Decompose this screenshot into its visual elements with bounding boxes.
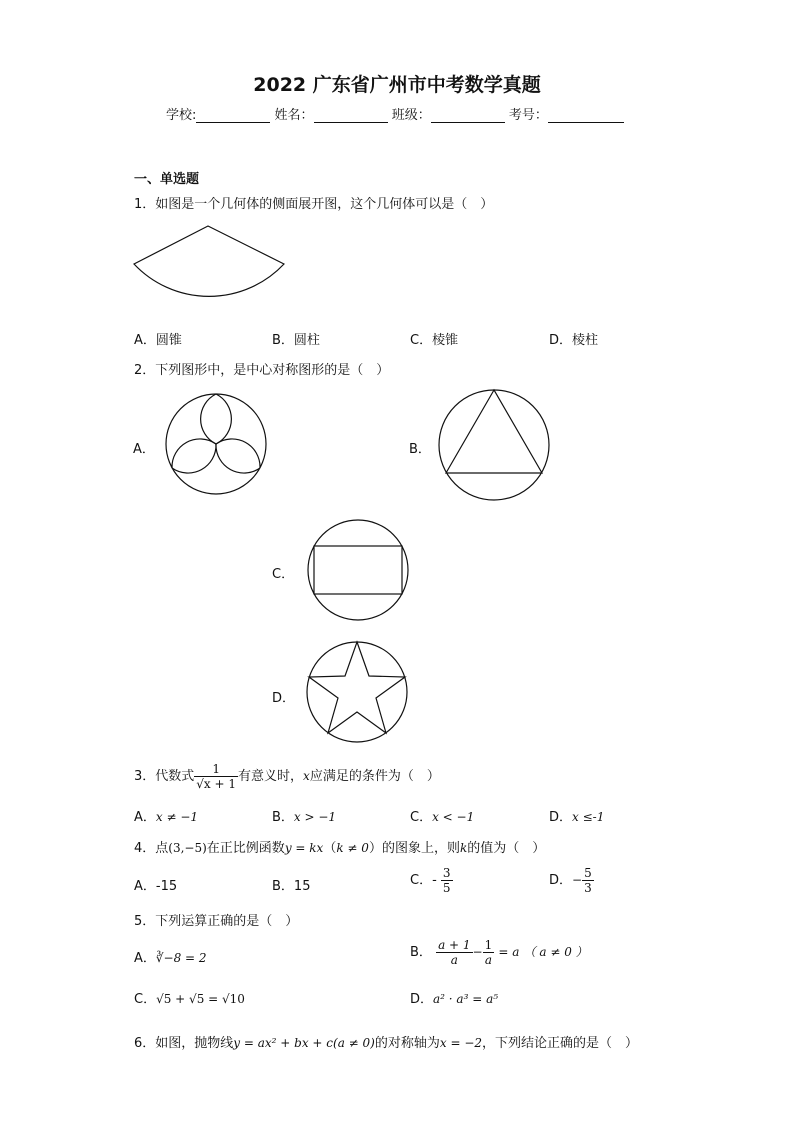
q5-b-num1: a + 1 (438, 938, 471, 952)
q3-option-a[interactable] (134, 806, 198, 825)
q1-option-c[interactable]: C．棱锥 (410, 333, 459, 348)
q5-option-a-math: ∛−8 = 2 (155, 951, 207, 965)
q4-var: k (459, 841, 468, 855)
q4-option-c-label: C．- (410, 873, 437, 888)
q6-stem-mid: 的对称轴为 (374, 1036, 440, 1051)
q1-option-a[interactable]: A．圆锥 (134, 333, 182, 348)
q5-b-minus: − (472, 945, 483, 959)
q3-option-d-label: D． (549, 810, 573, 825)
q5-option-c-label: C． (134, 992, 157, 1007)
q5-b-den2: a (484, 953, 492, 967)
q5-option-a-label: A． (134, 951, 156, 966)
q4-d-num: 5 (584, 866, 592, 880)
q6-func: y = ax² + bx + c(a ≠ 0) (233, 1036, 375, 1050)
q5-b-den1: a (450, 953, 458, 967)
q5-option-c-math: √5 + √5 = √10 (156, 992, 245, 1006)
q4-option-d-label: D． (549, 873, 573, 888)
q5-b-rest: = a (498, 945, 520, 959)
exam-no-label: 考号： (508, 108, 548, 123)
q3-frac-den: √x + 1 (196, 777, 237, 791)
class-blank (431, 108, 505, 123)
q4-stem-mid2: （ (323, 841, 337, 856)
q4-c-num: 3 (442, 866, 451, 880)
name-blank (314, 108, 388, 123)
q3-option-a-math: x ≠ −1 (155, 810, 199, 824)
q4-option-c[interactable] (410, 866, 453, 895)
q5-b-fraction2 (483, 938, 495, 967)
q4-option-b[interactable]: B．15 (272, 879, 311, 894)
class-label: 班级： (391, 108, 431, 123)
q3-var: x (303, 769, 310, 783)
q6-axis: x = −2 (439, 1036, 483, 1050)
q3-option-b-math: x > −1 (293, 810, 337, 824)
q3-stem-prefix: 3．代数式 (134, 769, 195, 784)
q5-option-d[interactable] (410, 988, 498, 1007)
q1-option-d[interactable]: D．棱柱 (549, 333, 599, 348)
q3-option-b-label: B． (272, 810, 294, 825)
q4-point: (3,−5) (168, 841, 207, 855)
q5-b-num2: 1 (484, 938, 493, 952)
q1-stem: 1．如图是一个几何体的侧面展开图，这个几何体可以是（ ） (134, 197, 494, 212)
q3-fraction (194, 762, 238, 791)
q4-d-den: 3 (584, 881, 592, 895)
q4-cond: k ≠ 0 (336, 841, 369, 855)
q6-stem (134, 1032, 638, 1051)
q2-figure-d (0, 0, 1, 1)
q5-option-c[interactable] (134, 988, 245, 1007)
exam-no-blank (548, 108, 624, 123)
q4-stem-mid3: ）的图象上，则 (368, 841, 460, 856)
q4-option-d[interactable] (549, 866, 594, 895)
q2-label-c[interactable]: C． (272, 567, 295, 582)
q3-option-d[interactable] (549, 806, 604, 825)
q5-option-b[interactable] (410, 938, 588, 967)
q4-stem-suffix: 的值为（ ） (467, 841, 546, 856)
q2-label-d[interactable]: D． (272, 691, 296, 706)
q4-c-den: 5 (442, 881, 451, 895)
q2-label-a[interactable]: A． (133, 442, 155, 457)
q3-option-c-label: C． (410, 810, 433, 825)
q3-option-a-label: A． (134, 810, 156, 825)
q3-stem (134, 762, 440, 791)
page-title: 2022 广东省广州市中考数学真题 (253, 74, 541, 96)
q4-stem-mid1: 在正比例函数 (206, 841, 285, 856)
q3-option-d-math: x ≤-1 (572, 810, 605, 824)
q4-option-a[interactable]: A．-15 (134, 879, 178, 894)
q4-stem-prefix: 4．点 (134, 841, 169, 856)
q3-option-b[interactable] (272, 806, 336, 825)
name-label: 姓名： (274, 108, 314, 123)
q5-option-d-label: D． (410, 992, 434, 1007)
q2-label-b[interactable]: B． (409, 442, 431, 457)
q3-stem-suffix: 应满足的条件为（ ） (309, 769, 440, 784)
q3-option-c[interactable] (410, 806, 474, 825)
q3-stem-mid: 有意义时， (238, 769, 304, 784)
q2-stem: 2．下列图形中，是中心对称图形的是（ ） (134, 363, 390, 378)
q4-option-d-fraction (582, 866, 594, 895)
school-blank (196, 108, 270, 123)
q3-option-c-math: x < −1 (432, 810, 475, 824)
q5-stem: 5．下列运算正确的是（ ） (134, 914, 299, 929)
q6-stem-suffix: ，下列结论正确的是（ ） (482, 1036, 639, 1051)
q5-option-d-math: a² · a³ = a⁵ (433, 992, 499, 1006)
q4-d-sign: − (572, 873, 583, 887)
student-info-line (166, 104, 624, 123)
q3-frac-num: 1 (194, 762, 238, 777)
q4-func: y = kx (284, 841, 324, 855)
q5-b-cond: （ a ≠ 0 ） (523, 945, 588, 959)
q5-option-b-label: B． (410, 945, 432, 960)
q5-b-fraction1 (436, 938, 472, 967)
q1-option-b[interactable]: B．圆柱 (272, 333, 320, 348)
q4-option-c-fraction (441, 866, 453, 895)
q6-stem-prefix: 6．如图，抛物线 (134, 1036, 234, 1051)
q5-option-a[interactable] (134, 947, 207, 966)
school-label: 学校: (166, 108, 197, 123)
q4-stem (134, 837, 545, 856)
section-title: 一、单选题 (134, 172, 200, 187)
